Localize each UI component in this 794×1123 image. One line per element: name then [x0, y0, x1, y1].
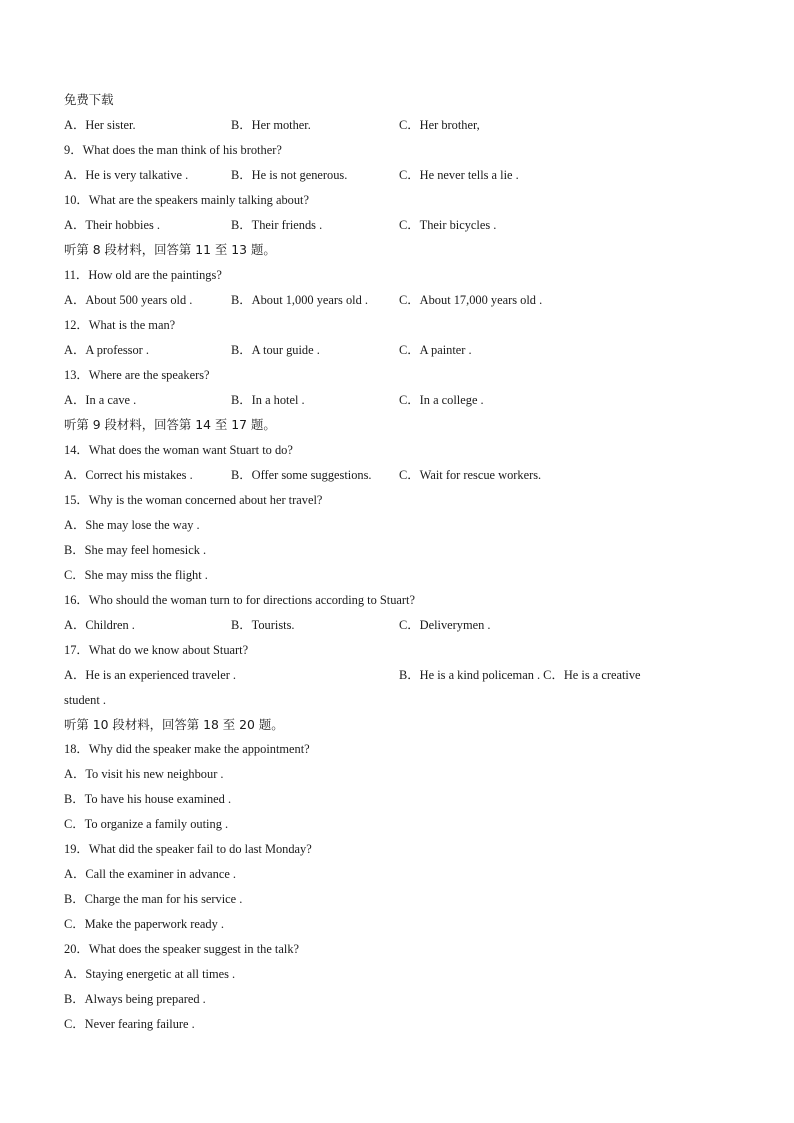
option-c: C．Her brother, [399, 118, 480, 132]
option-c: C．Their bicycles . [399, 218, 497, 232]
page-header: 免费下载 [64, 92, 114, 107]
question-stem: 12．What is the man? [64, 318, 176, 332]
option-b: B．Always being prepared . [64, 992, 206, 1006]
option-a: A．About 500 years old . [64, 293, 193, 307]
option-a: A．In a cave . [64, 393, 137, 407]
option-a: A．To visit his new neighbour . [64, 767, 224, 781]
question-stem: 17．What do we know about Stuart? [64, 643, 249, 657]
option-a: A．Call the examiner in advance . [64, 867, 237, 881]
option-b: B．Her mother. [231, 118, 311, 132]
option-b: B．She may feel homesick . [64, 543, 207, 557]
section-heading: 听第 10 段材料，回答第 18 至 20 题。 [64, 717, 284, 732]
option-a: A．Her sister. [64, 118, 136, 132]
question-stem: 18．Why did the speaker make the appointment? [64, 742, 310, 756]
question-stem: 15．Why is the woman concerned about her travel? [64, 493, 323, 507]
question-stem: 10．What are the speakers mainly talking about? [64, 193, 309, 207]
option-c: C．She may miss the flight . [64, 568, 208, 582]
option-a: A．Their hobbies . [64, 218, 161, 232]
option-b: B．Offer some suggestions. [231, 468, 372, 482]
option-a: A．A professor . [64, 343, 150, 357]
option-b: B．He is not generous. [231, 168, 348, 182]
option-a: A．He is an experienced traveler . [64, 668, 237, 682]
option-a: A．Staying energetic at all times . [64, 967, 236, 981]
option-a: A．He is very talkative . [64, 168, 189, 182]
question-stem: 11．How old are the paintings? [64, 268, 222, 282]
option-c: C．A painter . [399, 343, 472, 357]
section-heading: 听第 8 段材料，回答第 11 至 13 题。 [64, 242, 276, 257]
option-continuation: student . [64, 693, 106, 707]
option-c: C．To organize a family outing . [64, 817, 229, 831]
option-b-c: B．He is a kind policeman . C．He is a creative [399, 668, 641, 682]
option-c: C．He never tells a lie . [399, 168, 519, 182]
option-a: A．She may lose the way . [64, 518, 200, 532]
option-b: B．Charge the man for his service . [64, 892, 243, 906]
option-b: B．About 1,000 years old . [231, 293, 368, 307]
question-stem: 19．What did the speaker fail to do last Monday? [64, 842, 312, 856]
option-a: A．Children . [64, 618, 135, 632]
question-stem: 20．What does the speaker suggest in the talk? [64, 942, 300, 956]
question-stem: 14．What does the woman want Stuart to do? [64, 443, 293, 457]
option-c: C．About 17,000 years old . [399, 293, 543, 307]
option-c: C．Never fearing failure . [64, 1017, 195, 1031]
section-heading: 听第 9 段材料，回答第 14 至 17 题。 [64, 417, 276, 432]
option-c: C．Wait for rescue workers. [399, 468, 542, 482]
option-b: B．Their friends . [231, 218, 323, 232]
option-c: C．Deliverymen . [399, 618, 491, 632]
option-b: B．To have his house examined . [64, 792, 232, 806]
question-stem: 13．Where are the speakers? [64, 368, 210, 382]
option-b: B．In a hotel . [231, 393, 305, 407]
option-a: A．Correct his mistakes . [64, 468, 193, 482]
option-b: B．Tourists. [231, 618, 295, 632]
question-stem: 9．What does the man think of his brother? [64, 143, 282, 157]
question-stem: 16．Who should the woman turn to for directions according to Stuart? [64, 593, 415, 607]
option-c: C．In a college . [399, 393, 484, 407]
option-b: B．A tour guide . [231, 343, 320, 357]
option-c: C．Make the paperwork ready . [64, 917, 224, 931]
